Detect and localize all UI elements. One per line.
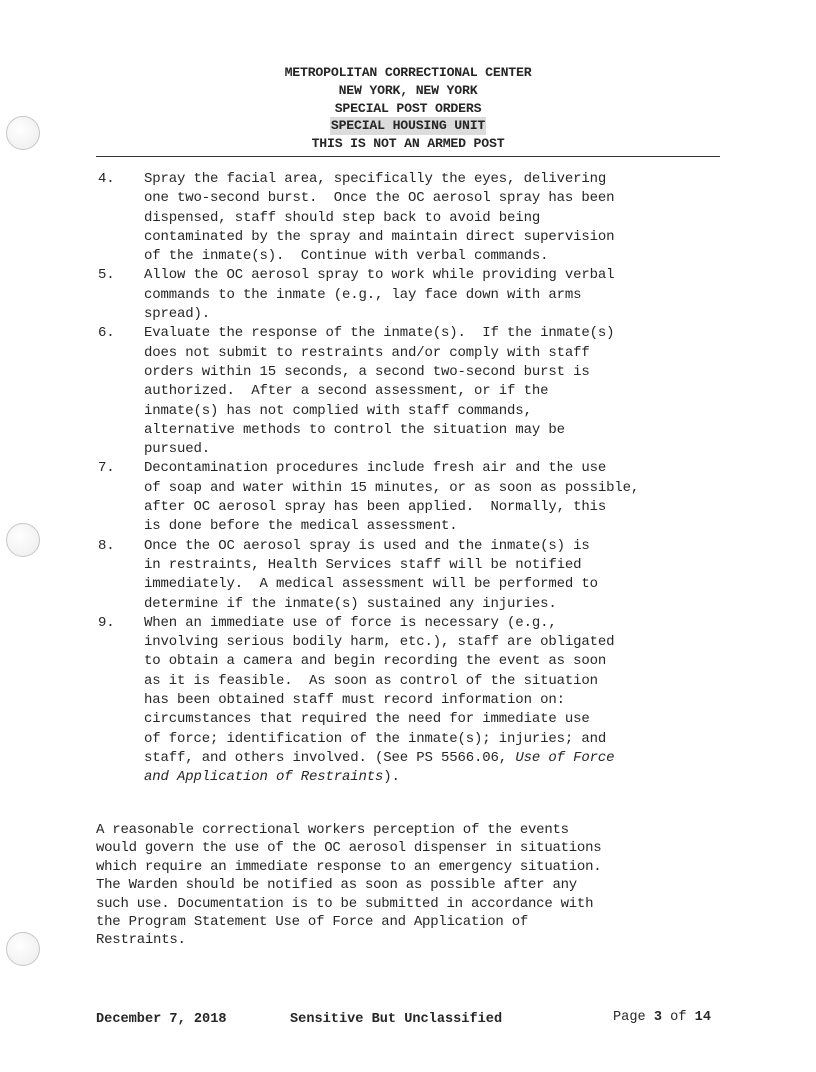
list-item-text: Once the OC aerosol spray is used and the inmate(s) is in restraints, Health Services staff will be notified immediately. A medical assessment will be performed to determine if the inmate(s) sustained any injuries. xyxy=(144,537,598,612)
list-item-text: Spray the facial area, specifically the eyes, delivering one two-second burst. Once the OC aerosol spray has been dispensed, staff should step back to avoid being contaminated by the spray and maintain direct supervision of the inmate(s). Continue with verbal commands. xyxy=(144,171,615,265)
header-line-post-orders: SPECIAL POST ORDERS xyxy=(334,100,482,116)
binder-hole-middle xyxy=(6,523,40,557)
list-item-text: Decontamination procedures include fresh air and the use of soap and water within 15 minutes, or as soon as possible, after OC aerosol spray has been applied. Normally, this is done before the medical assessment. xyxy=(144,460,640,535)
list-item-number: 6. xyxy=(98,325,115,342)
citation-title: Use of Force xyxy=(515,749,615,766)
header-line-armed-status: THIS IS NOT AN ARMED POST xyxy=(311,136,505,152)
list-item-number: 8. xyxy=(98,537,115,554)
footer-classification: Sensitive But Unclassified xyxy=(290,1012,503,1027)
list-item-8 xyxy=(96,537,720,614)
document-header xyxy=(96,64,720,153)
header-line-institution: METROPOLITAN CORRECTIONAL CENTER xyxy=(284,65,532,80)
footer-date: December 7, 2018 xyxy=(96,1012,227,1027)
list-item-7 xyxy=(96,459,720,536)
header-line-unit: SPECIAL HOUSING UNIT xyxy=(330,118,486,134)
binder-hole-bottom xyxy=(6,932,40,966)
list-item-4 xyxy=(96,170,720,266)
list-item-text: When an immediate use of force is necessary (e.g., involving serious bodily harm, etc.), staff are obligated to obtain a camera and begin recording the event as soon as it is feasible. As soon as control of the situation has been obtained staff must record information on: circumstances that required the need for immediate use of force; identification of the inmate(s); injuries; and staff, and others involved. (See PS 5566.06, Use of Force and Application of Restraints). xyxy=(144,614,615,786)
closing-paragraph: A reasonable correctional workers perception of the events would govern the use of the OC aerosol dispenser in situations which require an immediate response to an emergency situation. The Warden should be notified as soon as possible after any such use. Documentation is to be submitted in accordance with the Program Statement Use of Force and Application of Restraints. xyxy=(96,822,602,949)
list-item-text: Allow the OC aerosol spray to work while providing verbal commands to the inmate (e.g., lay face down with arms spread). xyxy=(144,267,615,323)
list-item-6 xyxy=(96,324,720,459)
list-item-9 xyxy=(96,614,720,788)
list-item-number: 4. xyxy=(98,171,115,187)
list-item-text: Evaluate the response of the inmate(s). If the inmate(s) does not submit to restraints and/or comply with staff orders within 15 seconds, a second two-second burst is authorized. After a second assessment, or if the inmate(s) has not complied with staff commands, alternative methods to control the situation may be pursued. xyxy=(144,325,615,458)
citation-title-cont: and Application of Restraints xyxy=(144,769,384,786)
list-item-number: 9. xyxy=(98,614,115,631)
page-footer xyxy=(96,1012,736,1032)
list-item-number: 7. xyxy=(98,460,115,477)
page-number: Page 3 of 14 xyxy=(613,1010,711,1025)
list-item-number: 5. xyxy=(98,267,115,284)
header-divider xyxy=(96,156,720,157)
procedure-list xyxy=(96,170,720,788)
header-line-location: NEW YORK, NEW YORK xyxy=(338,82,478,98)
binder-hole-top xyxy=(6,116,40,150)
list-item-5 xyxy=(96,266,720,324)
